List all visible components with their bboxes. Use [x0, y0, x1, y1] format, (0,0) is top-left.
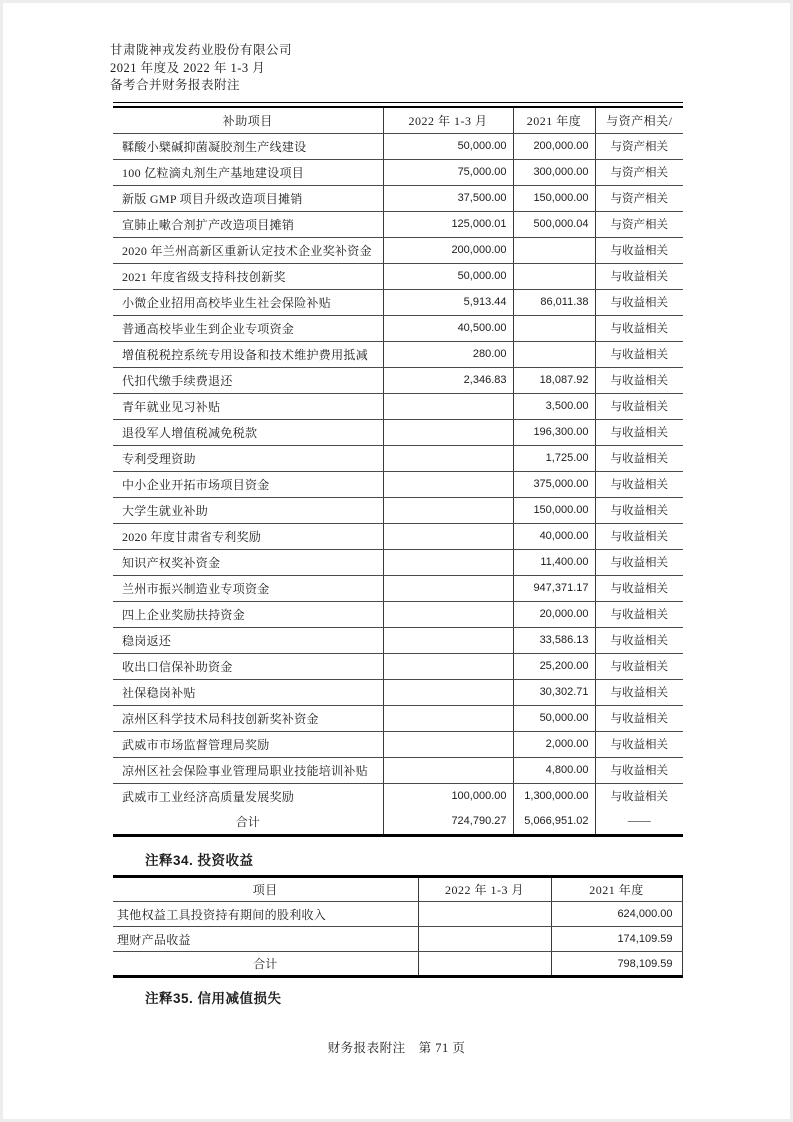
- subsidy-2022-value: 5,913.44: [383, 289, 513, 315]
- investment-total-row: [113, 952, 682, 977]
- subsidy-2021-value: 50,000.00: [513, 705, 595, 731]
- subsidy-table-row: [113, 237, 683, 263]
- subsidy-relation-type: 与收益相关: [595, 783, 683, 809]
- subsidy-relation-type: 与资产相关: [595, 159, 683, 185]
- subsidy-table-row: [113, 627, 683, 653]
- subsidy-item-name: 青年就业见习补贴: [113, 393, 383, 419]
- subsidy-item-name: 鞣酸小檗碱抑菌凝胶剂生产线建设: [113, 133, 383, 159]
- subsidy-table-row: [113, 393, 683, 419]
- subsidy-relation-type: 与收益相关: [595, 705, 683, 731]
- subsidy-table-row: [113, 185, 683, 211]
- total-2021-value: 798,109.59: [551, 952, 682, 977]
- subsidy-item-name: 凉州区社会保险事业管理局职业技能培训补贴: [113, 757, 383, 783]
- subsidy-2021-value: 196,300.00: [513, 419, 595, 445]
- subsidy-2022-value: 37,500.00: [383, 185, 513, 211]
- subsidy-relation-type: 与收益相关: [595, 757, 683, 783]
- subsidy-2022-value: 50,000.00: [383, 263, 513, 289]
- subsidy-table-row: [113, 263, 683, 289]
- subsidy-item-name: 退役军人增值税减免税款: [113, 419, 383, 445]
- subsidy-relation-type: 与收益相关: [595, 263, 683, 289]
- subsidy-2021-value: 40,000.00: [513, 523, 595, 549]
- subsidy-table: [113, 106, 683, 837]
- subsidy-table-row: [113, 211, 683, 237]
- subsidy-relation-type: 与收益相关: [595, 627, 683, 653]
- subsidy-2022-value: [383, 549, 513, 575]
- subsidy-2022-value: [383, 757, 513, 783]
- subsidy-table-row: [113, 575, 683, 601]
- subsidy-2021-value: 3,500.00: [513, 393, 595, 419]
- investment-table-row: [113, 927, 682, 952]
- investment-table-row: [113, 902, 682, 927]
- subsidy-item-name: 2020 年度甘肃省专利奖励: [113, 523, 383, 549]
- subsidy-2022-value: 50,000.00: [383, 133, 513, 159]
- investment-item-name: 理财产品收益: [113, 927, 418, 952]
- subsidy-2022-value: [383, 523, 513, 549]
- subsidy-table-wrapper: [113, 102, 683, 837]
- subsidy-item-name: 普通高校毕业生到企业专项资金: [113, 315, 383, 341]
- subsidy-item-name: 增值税税控系统专用设备和技术维护费用抵减: [113, 341, 383, 367]
- subsidy-item-name: 收出口信保补助资金: [113, 653, 383, 679]
- subsidy-relation-type: 与收益相关: [595, 315, 683, 341]
- subsidy-2021-value: 200,000.00: [513, 133, 595, 159]
- subsidy-table-row: [113, 497, 683, 523]
- subsidy-relation-type: 与收益相关: [595, 601, 683, 627]
- subsidy-item-name: 兰州市振兴制造业专项资金: [113, 575, 383, 601]
- column-header-item: 项目: [113, 877, 418, 902]
- subsidy-relation-type: 与收益相关: [595, 367, 683, 393]
- subsidy-table-row: [113, 705, 683, 731]
- document-title: 备考合并财务报表附注: [110, 78, 241, 92]
- subsidy-2022-value: [383, 627, 513, 653]
- column-header-subsidy-item: 补助项目: [113, 107, 383, 133]
- subsidy-2021-value: 11,400.00: [513, 549, 595, 575]
- subsidy-2022-value: 280.00: [383, 341, 513, 367]
- subsidy-2022-value: [383, 601, 513, 627]
- subsidy-item-name: 宣肺止嗽合剂扩产改造项目摊销: [113, 211, 383, 237]
- subsidy-2021-value: 150,000.00: [513, 497, 595, 523]
- subsidy-2021-value: 2,000.00: [513, 731, 595, 757]
- report-period: 2021 年度及 2022 年 1-3 月: [110, 60, 266, 75]
- subsidy-2021-value: 30,302.71: [513, 679, 595, 705]
- subsidy-relation-type: 与资产相关: [595, 211, 683, 237]
- subsidy-item-name: 武威市市场监督管理局奖励: [113, 731, 383, 757]
- subsidy-2022-value: [383, 393, 513, 419]
- subsidy-item-name: 稳岗返还: [113, 627, 383, 653]
- investment-income-table: [113, 875, 683, 978]
- investment-2022-value: [418, 927, 551, 952]
- subsidy-2021-value: 25,200.00: [513, 653, 595, 679]
- subsidy-2022-value: [383, 497, 513, 523]
- subsidy-2022-value: [383, 445, 513, 471]
- subsidy-relation-type: 与收益相关: [595, 393, 683, 419]
- subsidy-relation-type: 与收益相关: [595, 575, 683, 601]
- subsidy-2022-value: 2,346.83: [383, 367, 513, 393]
- subsidy-relation-type: 与收益相关: [595, 549, 683, 575]
- subsidy-table-row: [113, 549, 683, 575]
- subsidy-table-row: [113, 653, 683, 679]
- column-header-2022: 2022 年 1-3 月: [418, 877, 551, 902]
- subsidy-relation-type: 与收益相关: [595, 445, 683, 471]
- investment-2021-value: 624,000.00: [551, 902, 682, 927]
- subsidy-2022-value: [383, 471, 513, 497]
- subsidy-item-name: 专利受理资助: [113, 445, 383, 471]
- subsidy-table-row: [113, 601, 683, 627]
- subsidy-item-name: 凉州区科学技术局科技创新奖补资金: [113, 705, 383, 731]
- subsidy-table-row: [113, 289, 683, 315]
- subsidy-2021-value: 300,000.00: [513, 159, 595, 185]
- subsidy-2022-value: [383, 419, 513, 445]
- investment-2021-value: 174,109.59: [551, 927, 682, 952]
- subsidy-relation-type: 与收益相关: [595, 523, 683, 549]
- column-header-2022: 2022 年 1-3 月: [383, 107, 513, 133]
- subsidy-item-name: 中小企业开拓市场项目资金: [113, 471, 383, 497]
- investment-2022-value: [418, 902, 551, 927]
- subsidy-2022-value: [383, 679, 513, 705]
- subsidy-table-row: [113, 523, 683, 549]
- subsidy-item-name: 大学生就业补助: [113, 497, 383, 523]
- subsidy-2021-value: [513, 237, 595, 263]
- subsidy-table-row: [113, 367, 683, 393]
- subsidy-2021-value: 86,011.38: [513, 289, 595, 315]
- column-header-relation: 与资产相关/: [595, 107, 683, 133]
- investment-table-header-row: [113, 877, 682, 902]
- subsidy-table-row: [113, 757, 683, 783]
- subsidy-relation-type: 与收益相关: [595, 289, 683, 315]
- subsidy-relation-type: 与收益相关: [595, 653, 683, 679]
- subsidy-2022-value: 125,000.01: [383, 211, 513, 237]
- subsidy-2021-value: 375,000.00: [513, 471, 595, 497]
- subsidy-table-row: [113, 159, 683, 185]
- subsidy-item-name: 武威市工业经济高质量发展奖励: [122, 789, 295, 804]
- subsidy-2021-value: [513, 315, 595, 341]
- note35-heading: 注释35. 信用减值损失: [145, 991, 282, 1006]
- subsidy-table-row: [113, 419, 683, 445]
- total-2022-value: [418, 952, 551, 977]
- subsidy-relation-type: 与收益相关: [595, 731, 683, 757]
- total-2021-value: 5,066,951.02: [513, 809, 595, 835]
- subsidy-2021-value: 500,000.04: [513, 211, 595, 237]
- total-label: 合计: [253, 957, 278, 971]
- subsidy-table-row: [113, 341, 683, 367]
- total-relation-dash: ——: [595, 809, 683, 835]
- subsidy-2022-value: 200,000.00: [383, 237, 513, 263]
- subsidy-table-row: [113, 471, 683, 497]
- subsidy-2022-value: [383, 653, 513, 679]
- subsidy-relation-type: 与收益相关: [595, 341, 683, 367]
- subsidy-table-row: [113, 315, 683, 341]
- subsidy-2022-value: [383, 731, 513, 757]
- subsidy-2021-value: 1,300,000.00: [513, 783, 595, 809]
- subsidy-total-row: [113, 809, 683, 835]
- subsidy-2021-value: 33,586.13: [513, 627, 595, 653]
- subsidy-relation-type: 与收益相关: [595, 419, 683, 445]
- subsidy-relation-type: 与收益相关: [595, 471, 683, 497]
- total-2022-value: 724,790.27: [383, 809, 513, 835]
- subsidy-item-name: 知识产权奖补资金: [113, 549, 383, 575]
- company-name: 甘肃陇神戎发药业股份有限公司: [110, 43, 293, 57]
- subsidy-table-row: [113, 731, 683, 757]
- subsidy-table-row: [113, 445, 683, 471]
- subsidy-2021-value: [513, 263, 595, 289]
- column-header-2021: 2021 年度: [513, 107, 595, 133]
- subsidy-2021-value: 947,371.17: [513, 575, 595, 601]
- subsidy-2021-value: 4,800.00: [513, 757, 595, 783]
- column-header-2021: 2021 年度: [551, 877, 682, 902]
- subsidy-2022-value: [383, 575, 513, 601]
- subsidy-item-name: 新版 GMP 项目升级改造项目摊销: [113, 185, 383, 211]
- document-header: [110, 42, 292, 95]
- subsidy-2021-value: [513, 341, 595, 367]
- subsidy-relation-type: 与资产相关: [595, 133, 683, 159]
- subsidy-relation-type: 与收益相关: [595, 237, 683, 263]
- subsidy-2021-value: 150,000.00: [513, 185, 595, 211]
- subsidy-item-name: 100 亿粒滴丸剂生产基地建设项目: [113, 159, 383, 185]
- subsidy-2021-value: 20,000.00: [513, 601, 595, 627]
- subsidy-2022-value: 100,000.00: [383, 783, 513, 809]
- subsidy-2022-value: 40,500.00: [383, 315, 513, 341]
- subsidy-2022-value: [383, 705, 513, 731]
- investment-item-name: 其他权益工具投资持有期间的股利收入: [113, 902, 418, 927]
- subsidy-item-name: 2021 年度省级支持科技创新奖: [113, 263, 383, 289]
- subsidy-item-name: 代扣代缴手续费退还: [113, 367, 383, 393]
- subsidy-item-name: 社保稳岗补贴: [113, 679, 383, 705]
- subsidy-table-row: [113, 133, 683, 159]
- subsidy-relation-type: 与收益相关: [595, 679, 683, 705]
- subsidy-2021-value: 18,087.92: [513, 367, 595, 393]
- subsidy-item-name: 四上企业奖励扶持资金: [113, 601, 383, 627]
- subsidy-item-name: 小微企业招用高校毕业生社会保险补贴: [113, 289, 383, 315]
- subsidy-table-header-row: [113, 107, 683, 133]
- subsidy-table-row: [113, 783, 683, 809]
- subsidy-2022-value: 75,000.00: [383, 159, 513, 185]
- subsidy-relation-type: 与收益相关: [595, 497, 683, 523]
- note34-heading: 注释34. 投资收益: [145, 853, 254, 868]
- subsidy-2021-value: 1,725.00: [513, 445, 595, 471]
- subsidy-table-row: [113, 679, 683, 705]
- page-footer: 财务报表附注 第 71 页: [327, 1041, 466, 1055]
- subsidy-item-name: 2020 年兰州高新区重新认定技术企业奖补资金: [113, 237, 383, 263]
- total-label: 合计: [235, 814, 260, 829]
- subsidy-relation-type: 与资产相关: [595, 185, 683, 211]
